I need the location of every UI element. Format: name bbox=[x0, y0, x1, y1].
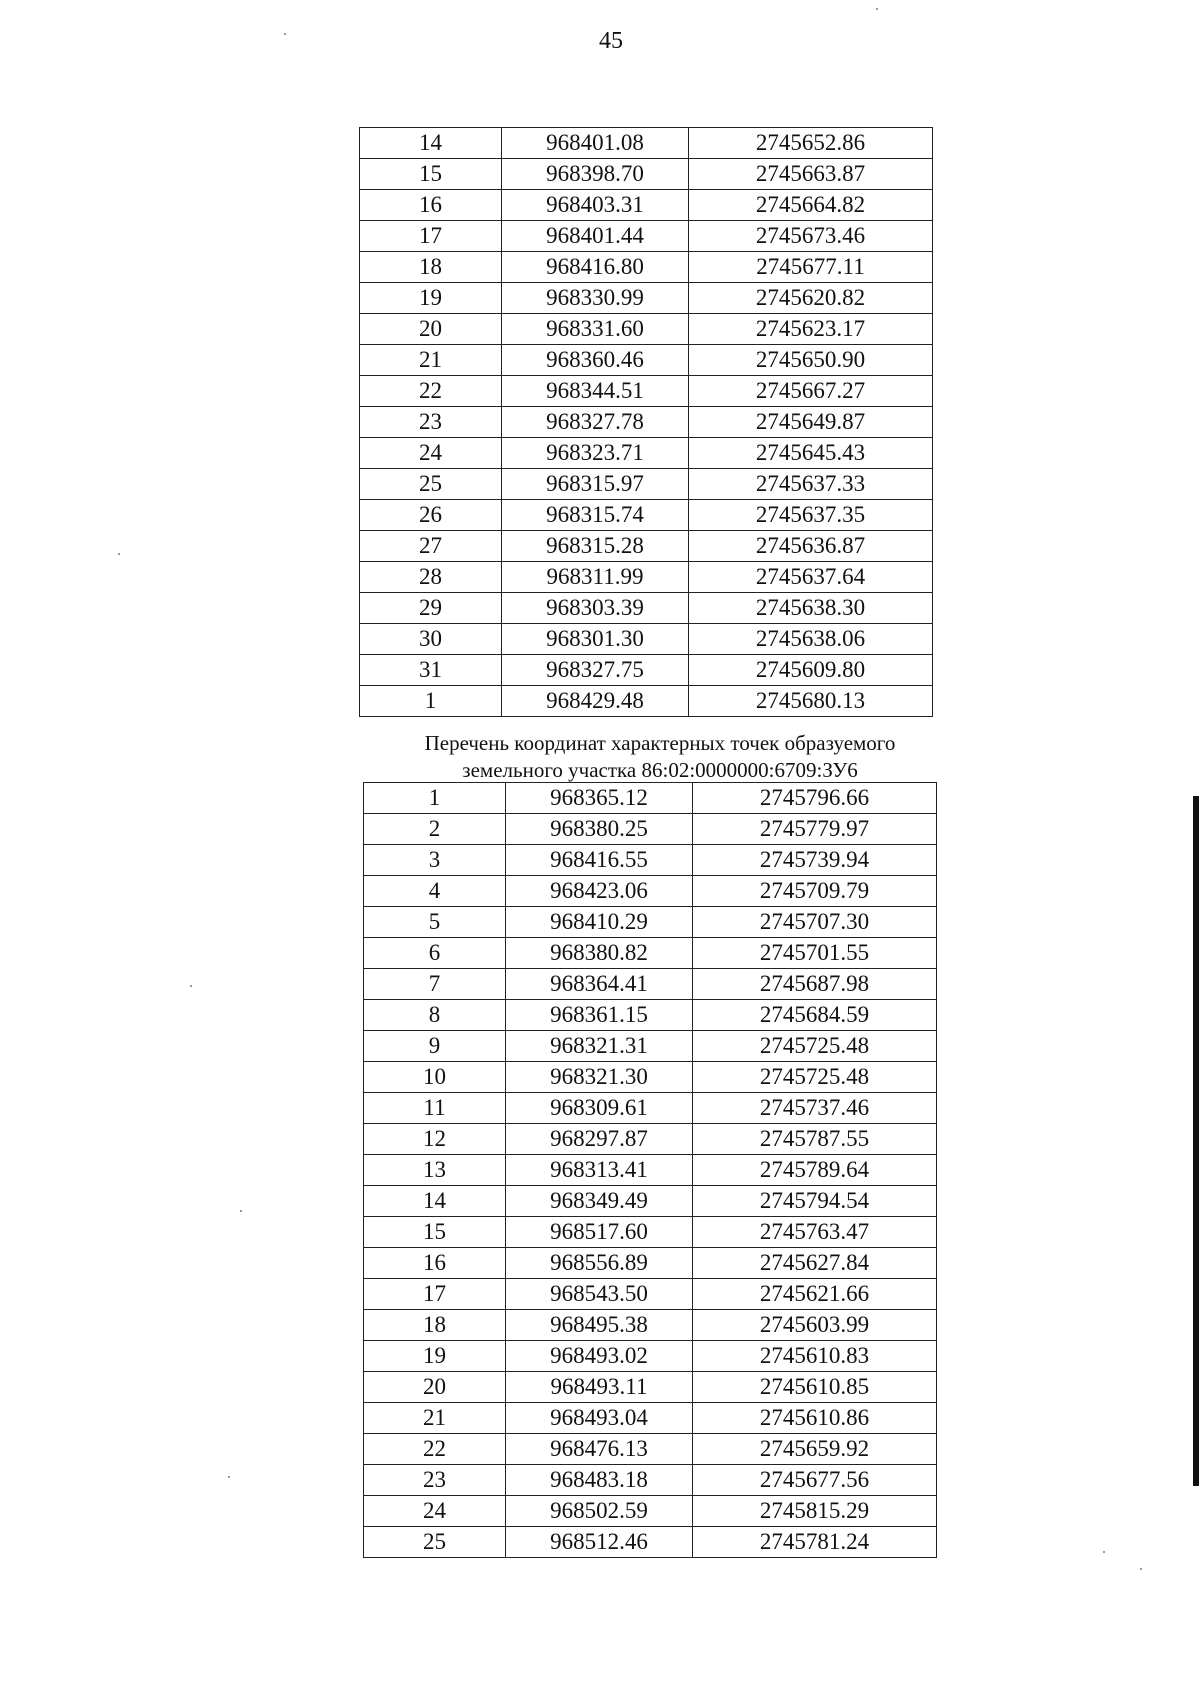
y-coordinate-cell: 2745610.86 bbox=[693, 1403, 937, 1434]
point-number-cell: 4 bbox=[364, 876, 506, 907]
table-row bbox=[364, 938, 937, 969]
y-coordinate-cell: 2745664.82 bbox=[689, 190, 933, 221]
y-coordinate-cell: 2745763.47 bbox=[693, 1217, 937, 1248]
point-number-cell: 10 bbox=[364, 1062, 506, 1093]
table-row bbox=[364, 1434, 937, 1465]
x-coordinate-cell: 968327.78 bbox=[502, 407, 689, 438]
table-row bbox=[364, 1310, 937, 1341]
table-row bbox=[364, 1248, 937, 1279]
y-coordinate-cell: 2745779.97 bbox=[693, 814, 937, 845]
table-row bbox=[364, 814, 937, 845]
x-coordinate-cell: 968429.48 bbox=[502, 686, 689, 717]
y-coordinate-cell: 2745725.48 bbox=[693, 1062, 937, 1093]
y-coordinate-cell: 2745725.48 bbox=[693, 1031, 937, 1062]
table-row bbox=[360, 469, 933, 500]
table-row bbox=[364, 1031, 937, 1062]
table-row bbox=[360, 159, 933, 190]
table-row bbox=[364, 783, 937, 814]
x-coordinate-cell: 968423.06 bbox=[506, 876, 693, 907]
table-row bbox=[364, 1527, 937, 1558]
x-coordinate-cell: 968495.38 bbox=[506, 1310, 693, 1341]
y-coordinate-cell: 2745673.46 bbox=[689, 221, 933, 252]
table-row bbox=[360, 128, 933, 159]
table-row bbox=[360, 686, 933, 717]
y-coordinate-cell: 2745603.99 bbox=[693, 1310, 937, 1341]
y-coordinate-cell: 2745789.64 bbox=[693, 1155, 937, 1186]
point-number-cell: 9 bbox=[364, 1031, 506, 1062]
y-coordinate-cell: 2745667.27 bbox=[689, 376, 933, 407]
point-number-cell: 21 bbox=[364, 1403, 506, 1434]
table-row bbox=[364, 1372, 937, 1403]
x-coordinate-cell: 968512.46 bbox=[506, 1527, 693, 1558]
table-row bbox=[360, 655, 933, 686]
y-coordinate-cell: 2745638.06 bbox=[689, 624, 933, 655]
y-coordinate-cell: 2745610.83 bbox=[693, 1341, 937, 1372]
point-number-cell: 17 bbox=[360, 221, 502, 252]
x-coordinate-cell: 968303.39 bbox=[502, 593, 689, 624]
point-number-cell: 5 bbox=[364, 907, 506, 938]
table-row bbox=[364, 1155, 937, 1186]
y-coordinate-cell: 2745637.64 bbox=[689, 562, 933, 593]
y-coordinate-cell: 2745636.87 bbox=[689, 531, 933, 562]
table-row bbox=[364, 1341, 937, 1372]
x-coordinate-cell: 968517.60 bbox=[506, 1217, 693, 1248]
scan-speck bbox=[1140, 1568, 1142, 1570]
x-coordinate-cell: 968321.31 bbox=[506, 1031, 693, 1062]
x-coordinate-cell: 968416.55 bbox=[506, 845, 693, 876]
point-number-cell: 20 bbox=[360, 314, 502, 345]
x-coordinate-cell: 968380.82 bbox=[506, 938, 693, 969]
table-row bbox=[360, 190, 933, 221]
x-coordinate-cell: 968483.18 bbox=[506, 1465, 693, 1496]
y-coordinate-cell: 2745645.43 bbox=[689, 438, 933, 469]
x-coordinate-cell: 968380.25 bbox=[506, 814, 693, 845]
table-row bbox=[360, 531, 933, 562]
point-number-cell: 28 bbox=[360, 562, 502, 593]
point-number-cell: 14 bbox=[364, 1186, 506, 1217]
x-coordinate-cell: 968311.99 bbox=[502, 562, 689, 593]
table-row bbox=[360, 438, 933, 469]
table-row bbox=[360, 593, 933, 624]
y-coordinate-cell: 2745684.59 bbox=[693, 1000, 937, 1031]
y-coordinate-cell: 2745687.98 bbox=[693, 969, 937, 1000]
x-coordinate-cell: 968315.74 bbox=[502, 500, 689, 531]
scan-margin-bar bbox=[1193, 796, 1199, 1486]
point-number-cell: 19 bbox=[364, 1341, 506, 1372]
point-number-cell: 23 bbox=[364, 1465, 506, 1496]
x-coordinate-cell: 968502.59 bbox=[506, 1496, 693, 1527]
table-row bbox=[360, 221, 933, 252]
point-number-cell: 22 bbox=[360, 376, 502, 407]
point-number-cell: 18 bbox=[364, 1310, 506, 1341]
y-coordinate-cell: 2745796.66 bbox=[693, 783, 937, 814]
y-coordinate-cell: 2745701.55 bbox=[693, 938, 937, 969]
x-coordinate-cell: 968398.70 bbox=[502, 159, 689, 190]
scan-speck bbox=[284, 33, 286, 35]
x-coordinate-cell: 968323.71 bbox=[502, 438, 689, 469]
point-number-cell: 29 bbox=[360, 593, 502, 624]
section-heading-line-2: земельного участка 86:02:0000000:6709:ЗУ6 bbox=[462, 758, 858, 782]
table-row bbox=[360, 314, 933, 345]
x-coordinate-cell: 968360.46 bbox=[502, 345, 689, 376]
point-number-cell: 2 bbox=[364, 814, 506, 845]
table-row bbox=[360, 376, 933, 407]
point-number-cell: 1 bbox=[360, 686, 502, 717]
y-coordinate-cell: 2745609.80 bbox=[689, 655, 933, 686]
point-number-cell: 21 bbox=[360, 345, 502, 376]
table-row bbox=[364, 1403, 937, 1434]
point-number-cell: 23 bbox=[360, 407, 502, 438]
section-heading bbox=[300, 730, 1020, 784]
y-coordinate-cell: 2745610.85 bbox=[693, 1372, 937, 1403]
x-coordinate-cell: 968344.51 bbox=[502, 376, 689, 407]
x-coordinate-cell: 968543.50 bbox=[506, 1279, 693, 1310]
y-coordinate-cell: 2745680.13 bbox=[689, 686, 933, 717]
table-row bbox=[364, 1279, 937, 1310]
point-number-cell: 30 bbox=[360, 624, 502, 655]
section-heading-line-1: Перечень координат характерных точек образуемого bbox=[424, 731, 896, 755]
y-coordinate-cell: 2745677.11 bbox=[689, 252, 933, 283]
y-coordinate-cell: 2745637.33 bbox=[689, 469, 933, 500]
point-number-cell: 15 bbox=[364, 1217, 506, 1248]
coordinates-table-continued bbox=[359, 127, 933, 717]
x-coordinate-cell: 968315.97 bbox=[502, 469, 689, 500]
scan-speck bbox=[240, 1210, 242, 1212]
point-number-cell: 6 bbox=[364, 938, 506, 969]
y-coordinate-cell: 2745707.30 bbox=[693, 907, 937, 938]
table-row bbox=[360, 500, 933, 531]
point-number-cell: 12 bbox=[364, 1124, 506, 1155]
x-coordinate-cell: 968403.31 bbox=[502, 190, 689, 221]
x-coordinate-cell: 968315.28 bbox=[502, 531, 689, 562]
table-row bbox=[360, 562, 933, 593]
y-coordinate-cell: 2745637.35 bbox=[689, 500, 933, 531]
x-coordinate-cell: 968349.49 bbox=[506, 1186, 693, 1217]
table-row bbox=[364, 1217, 937, 1248]
x-coordinate-cell: 968401.08 bbox=[502, 128, 689, 159]
x-coordinate-cell: 968313.41 bbox=[506, 1155, 693, 1186]
scan-speck bbox=[876, 8, 878, 10]
x-coordinate-cell: 968364.41 bbox=[506, 969, 693, 1000]
point-number-cell: 24 bbox=[360, 438, 502, 469]
y-coordinate-cell: 2745638.30 bbox=[689, 593, 933, 624]
table-row bbox=[364, 876, 937, 907]
page-number: 45 bbox=[599, 28, 623, 54]
point-number-cell: 16 bbox=[360, 190, 502, 221]
y-coordinate-cell: 2745794.54 bbox=[693, 1186, 937, 1217]
y-coordinate-cell: 2745739.94 bbox=[693, 845, 937, 876]
x-coordinate-cell: 968321.30 bbox=[506, 1062, 693, 1093]
x-coordinate-cell: 968401.44 bbox=[502, 221, 689, 252]
point-number-cell: 15 bbox=[360, 159, 502, 190]
table-row bbox=[364, 1465, 937, 1496]
table-row bbox=[364, 1496, 937, 1527]
x-coordinate-cell: 968493.02 bbox=[506, 1341, 693, 1372]
x-coordinate-cell: 968493.11 bbox=[506, 1372, 693, 1403]
x-coordinate-cell: 968416.80 bbox=[502, 252, 689, 283]
x-coordinate-cell: 968327.75 bbox=[502, 655, 689, 686]
table-row bbox=[364, 1093, 937, 1124]
y-coordinate-cell: 2745659.92 bbox=[693, 1434, 937, 1465]
point-number-cell: 16 bbox=[364, 1248, 506, 1279]
point-number-cell: 19 bbox=[360, 283, 502, 314]
table-row bbox=[364, 1186, 937, 1217]
point-number-cell: 27 bbox=[360, 531, 502, 562]
y-coordinate-cell: 2745621.66 bbox=[693, 1279, 937, 1310]
y-coordinate-cell: 2745737.46 bbox=[693, 1093, 937, 1124]
x-coordinate-cell: 968301.30 bbox=[502, 624, 689, 655]
scan-speck bbox=[118, 553, 120, 555]
y-coordinate-cell: 2745781.24 bbox=[693, 1527, 937, 1558]
point-number-cell: 1 bbox=[364, 783, 506, 814]
point-number-cell: 7 bbox=[364, 969, 506, 1000]
y-coordinate-cell: 2745652.86 bbox=[689, 128, 933, 159]
y-coordinate-cell: 2745787.55 bbox=[693, 1124, 937, 1155]
y-coordinate-cell: 2745620.82 bbox=[689, 283, 933, 314]
table-row bbox=[364, 1062, 937, 1093]
scan-speck bbox=[190, 985, 192, 987]
point-number-cell: 25 bbox=[364, 1527, 506, 1558]
x-coordinate-cell: 968309.61 bbox=[506, 1093, 693, 1124]
y-coordinate-cell: 2745650.90 bbox=[689, 345, 933, 376]
point-number-cell: 18 bbox=[360, 252, 502, 283]
scan-speck bbox=[228, 1476, 230, 1478]
point-number-cell: 14 bbox=[360, 128, 502, 159]
point-number-cell: 24 bbox=[364, 1496, 506, 1527]
table-row bbox=[364, 845, 937, 876]
point-number-cell: 13 bbox=[364, 1155, 506, 1186]
x-coordinate-cell: 968361.15 bbox=[506, 1000, 693, 1031]
x-coordinate-cell: 968493.04 bbox=[506, 1403, 693, 1434]
table-row bbox=[360, 345, 933, 376]
point-number-cell: 17 bbox=[364, 1279, 506, 1310]
x-coordinate-cell: 968330.99 bbox=[502, 283, 689, 314]
y-coordinate-cell: 2745627.84 bbox=[693, 1248, 937, 1279]
table-row bbox=[360, 283, 933, 314]
x-coordinate-cell: 968297.87 bbox=[506, 1124, 693, 1155]
x-coordinate-cell: 968410.29 bbox=[506, 907, 693, 938]
y-coordinate-cell: 2745623.17 bbox=[689, 314, 933, 345]
y-coordinate-cell: 2745677.56 bbox=[693, 1465, 937, 1496]
table-row bbox=[364, 1000, 937, 1031]
table-row bbox=[360, 407, 933, 438]
x-coordinate-cell: 968556.89 bbox=[506, 1248, 693, 1279]
table-row bbox=[364, 1124, 937, 1155]
table-row bbox=[364, 907, 937, 938]
table-row bbox=[360, 252, 933, 283]
coordinates-table-zu6 bbox=[363, 782, 937, 1558]
point-number-cell: 25 bbox=[360, 469, 502, 500]
point-number-cell: 20 bbox=[364, 1372, 506, 1403]
point-number-cell: 8 bbox=[364, 1000, 506, 1031]
table-row bbox=[364, 969, 937, 1000]
point-number-cell: 26 bbox=[360, 500, 502, 531]
x-coordinate-cell: 968365.12 bbox=[506, 783, 693, 814]
point-number-cell: 11 bbox=[364, 1093, 506, 1124]
table-row bbox=[360, 624, 933, 655]
scan-speck bbox=[1103, 1551, 1105, 1553]
x-coordinate-cell: 968331.60 bbox=[502, 314, 689, 345]
y-coordinate-cell: 2745815.29 bbox=[693, 1496, 937, 1527]
y-coordinate-cell: 2745663.87 bbox=[689, 159, 933, 190]
point-number-cell: 22 bbox=[364, 1434, 506, 1465]
y-coordinate-cell: 2745709.79 bbox=[693, 876, 937, 907]
y-coordinate-cell: 2745649.87 bbox=[689, 407, 933, 438]
point-number-cell: 31 bbox=[360, 655, 502, 686]
x-coordinate-cell: 968476.13 bbox=[506, 1434, 693, 1465]
point-number-cell: 3 bbox=[364, 845, 506, 876]
